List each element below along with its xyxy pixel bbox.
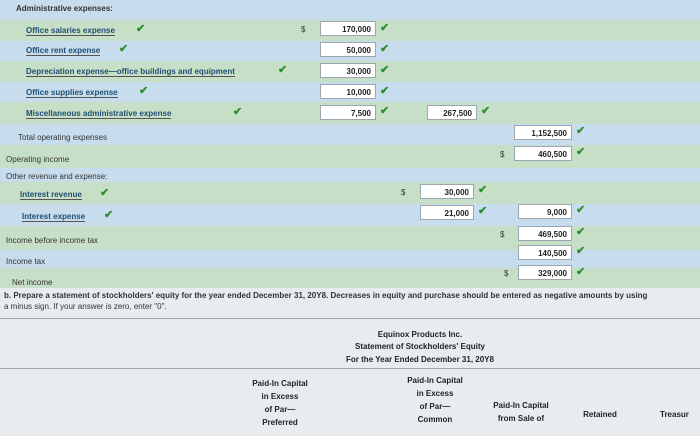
instruction-line-2: a minus sign. If your answer is zero, enter "0". [4,302,167,311]
statement-period: For the Year Ended December 31, 20Y8 [346,355,494,364]
office-supplies-input[interactable]: 10,000 [320,84,376,99]
row-net-income [0,268,700,288]
check-icon: ✔ [380,64,390,76]
statement-title: Statement of Stockholders' Equity [355,342,485,351]
office-rent-label[interactable]: Office rent expense [26,46,101,55]
check-icon: ✔ [478,205,488,217]
interest-revenue-label[interactable]: Interest revenue [20,190,82,199]
office-salaries-input[interactable]: 170,000 [320,21,376,36]
other-heading-label: Other revenue and expense: [6,172,108,181]
interest-expense-input[interactable]: 21,000 [420,205,474,220]
statement-company: Equinox Products Inc. [377,330,463,339]
misc-admin-label[interactable]: Miscellaneous administrative expense [26,109,172,118]
check-icon: ✔ [576,226,586,238]
instruction-line-1: b. Prepare a statement of stockholders' equity for the year ended December 31, 20Y8. Decreases in equity and purchase should be entered as negative amounts by using [4,291,648,300]
office-rent-input[interactable]: 50,000 [320,42,376,57]
divider [0,318,700,319]
admin-total-input[interactable]: 267,500 [427,105,477,120]
col-header-line: of Par— [264,405,296,414]
income-tax-label: Income tax [6,257,46,266]
dollar-sign: $ [500,230,505,239]
row-income-tax [0,250,700,268]
col-header-line: Retained [583,410,617,419]
income-before-tax-input[interactable]: 469,500 [518,226,572,241]
operating-income-label: Operating income [6,155,70,164]
check-icon: ✔ [380,43,390,55]
admin-expenses-heading: Administrative expenses: [16,4,113,13]
depreciation-label[interactable]: Depreciation expense—office buildings and equipment [26,67,235,76]
other-net-input[interactable]: 9,000 [518,204,572,219]
check-icon: ✔ [380,22,390,34]
row-income-before-tax [0,226,700,250]
income-before-tax-label: Income before income tax [6,236,99,245]
income-tax-input[interactable]: 140,500 [518,245,572,260]
col-header-preferred [240,377,320,429]
col-header-line: Paid-In Capital [493,401,549,410]
depreciation-input[interactable]: 30,000 [320,63,376,78]
col-header-line: Treasur [660,410,689,419]
dollar-sign: $ [504,269,509,278]
dollar-sign: $ [401,188,406,197]
col-header-treasury-sale [476,399,566,425]
office-salaries-label[interactable]: Office salaries expense [26,26,115,35]
check-icon: ✔ [576,266,586,278]
col-header-retained [570,410,630,419]
net-income-label: Net income [12,278,53,287]
check-icon: ✔ [139,85,149,97]
misc-admin-input[interactable]: 7,500 [320,105,376,120]
check-icon: ✔ [278,64,288,76]
col-header-common [395,374,475,426]
check-icon: ✔ [576,245,586,257]
net-income-input[interactable]: 329,000 [518,265,572,280]
total-operating-input[interactable]: 1,152,500 [514,125,572,140]
interest-revenue-input[interactable]: 30,000 [420,184,474,199]
check-icon: ✔ [119,43,129,55]
dollar-sign: $ [500,150,505,159]
col-header-line: of Par— [419,402,451,411]
check-icon: ✔ [380,85,390,97]
col-header-line: in Excess [416,389,454,398]
col-header-line: Paid-In Capital [252,379,308,388]
interest-expense-label[interactable]: Interest expense [22,212,86,221]
col-header-line: Preferred [262,418,298,427]
col-header-line: from Sale of [497,414,545,423]
dollar-sign: $ [301,25,306,34]
check-icon: ✔ [481,105,491,117]
operating-income-input[interactable]: 460,500 [514,146,572,161]
office-supplies-label[interactable]: Office supplies expense [26,88,118,97]
check-icon: ✔ [104,209,114,221]
check-icon: ✔ [478,184,488,196]
col-header-line: Common [417,415,453,424]
row-operating-income [0,145,700,168]
check-icon: ✔ [576,125,586,137]
check-icon: ✔ [576,204,586,216]
col-header-line: Paid-In Capital [407,376,463,385]
instructions [4,290,694,312]
divider [0,368,700,369]
check-icon: ✔ [136,23,146,35]
check-icon: ✔ [233,106,243,118]
col-header-line: in Excess [261,392,299,401]
check-icon: ✔ [380,105,390,117]
col-header-treasury [660,410,700,419]
total-operating-label: Total operating expenses [18,133,107,142]
check-icon: ✔ [100,187,110,199]
check-icon: ✔ [576,146,586,158]
